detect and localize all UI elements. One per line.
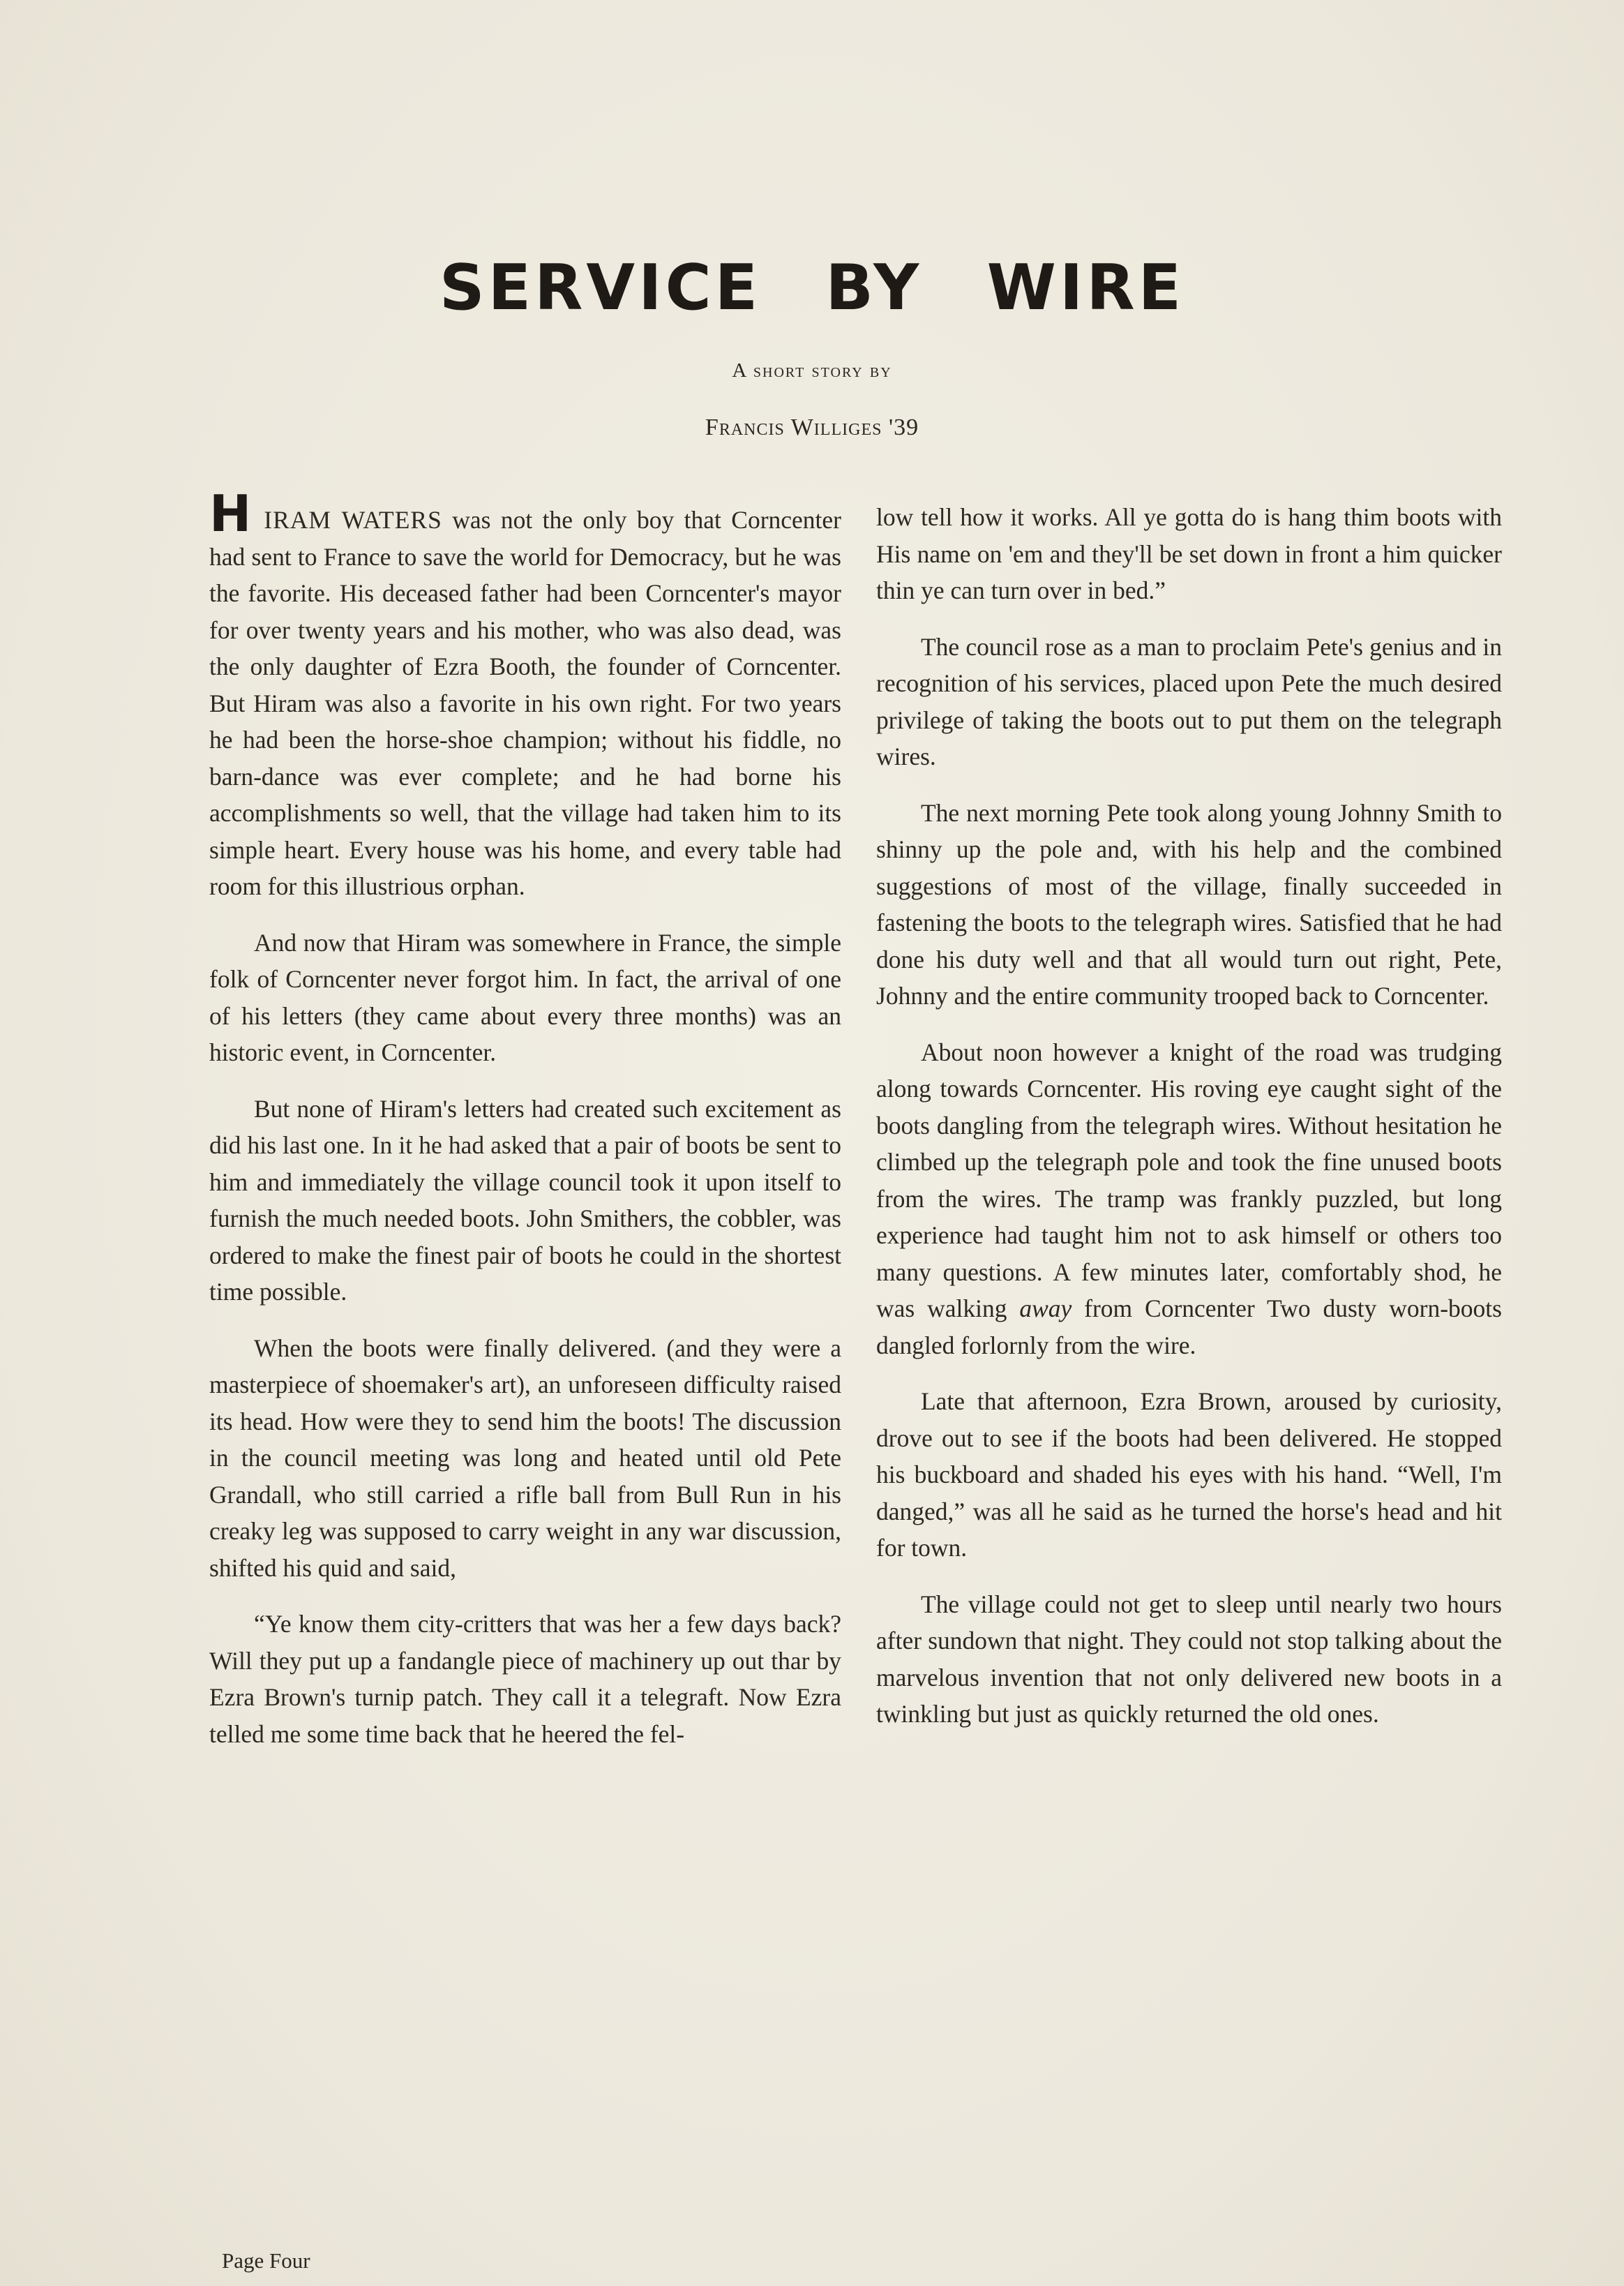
left-column [209, 484, 841, 1772]
paragraph-8-text-b: from Corncenter Two dusty worn-boots dangled forlornly from the wire. [876, 1294, 1502, 1359]
paragraph-5: “Ye know them city-critters that was her a few days back? Will they put up a fandangle piece of machinery up out thar by Ezra Brown's turnip patch. They call it a telegraft. Now Ezra telled me some time back that he heered the fel- [209, 1610, 841, 1748]
emphasis-away: away [1019, 1294, 1072, 1322]
paragraph-1-text: was not the only boy that Corncenter had sent to France to save the world for Democracy, but he was the favorite. His deceased father had been Corncenter's mayor for over twenty years and his mother, who was also dead, was the only daughter of Ezra Booth, the founder of Corncenter. But Hiram was also a favorite in his own right. For two years he had been the horse-shoe champion; without his fiddle, no barn-dance was ever complete; and he had borne his accomplishments so well, that the village had taken him to its simple heart. Every house was his home, and every table had room for this illustrious orphan. [209, 506, 841, 900]
drop-cap: H [209, 484, 252, 543]
page-number: Page Four [222, 2248, 310, 2273]
right-column [876, 499, 1502, 1752]
paragraph-7: The next morning Pete took along young Johnny Smith to shinny up the pole and, with his help and the combined suggestions of most of the village, finally succeeded in fastening the boots to the telegraph wires. Satisfied that he had done his duty well and that all would turn out right, Pete, Johnny and the entire community trooped back to Corncenter. [876, 798, 1502, 1010]
paragraph-6: The council rose as a man to proclaim Pete's genius and in recognition of his services, placed upon Pete the much desired privilege of taking the boots out to put them on the telegraph wires. [876, 632, 1502, 770]
paragraph-4: When the boots were finally delivered. (and they were a masterpiece of shoemaker's art), an unforeseen difficulty raised its head. How were they to send him the boots! The discussion in the council meeting was long and heated until old Pete Grandall, who still carried a rifle ball from Bull Run in his creaky leg was supposed to carry weight in any war discussion, shifted his quid and said, [209, 1334, 841, 1582]
paragraph-5-continued: low tell how it works. All ye gotta do is hang thim boots with His name on 'em and they'll be set down in front a him quicker thin ye can turn over in bed.” [876, 503, 1502, 604]
story-author: Francis Williges '39 [705, 414, 919, 440]
paragraph-2: And now that Hiram was somewhere in France, the simple folk of Corncenter never forgot him. In fact, the arrival of one of his letters (they came about every three months) was an historic event, in Corncenter. [209, 928, 841, 1066]
paragraph-10: The village could not get to sleep until nearly two hours after sundown that night. They could not stop talking about the marvelous invention that not only delivered new boots in a twinkling but just as quickly returned the old ones. [876, 1590, 1502, 1728]
paragraph-8-text-a: About noon however a knight of the road was trudging along towards Corncenter. His roving eye caught sight of the boots dangling from the telegraph wires. Without hesitation he climbed up the telegraph pole and took the fine unused boots from the wires. The tramp was frankly puzzled, but long experience had taught him not to ask himself or others too many questions. A few minutes later, comfortably shod, he was walking [876, 1038, 1502, 1322]
story-title: SERVICE BY WIRE [439, 251, 1185, 324]
paragraph-1 [209, 484, 841, 905]
opening-words: IRAM WATERS [264, 506, 442, 534]
paragraph-3: But none of Hiram's letters had created such excitement as did his last one. In it he had asked that a pair of boots be sent to him and immediately the village council took it upon itself to furnish the much needed boots. John Smithers, the cobbler, was ordered to make the finest pair of boots he could in the shortest time possible. [209, 1094, 841, 1306]
paragraph-8 [876, 1034, 1502, 1364]
story-byline: A short story by [732, 359, 892, 382]
paragraph-9: Late that afternoon, Ezra Brown, aroused by curiosity, drove out to see if the boots had been delivered. He stopped his buckboard and shaded his eyes with his hand. “Well, I'm danged,” was all he said as he turned the horse's head and hit for town. [876, 1387, 1502, 1562]
